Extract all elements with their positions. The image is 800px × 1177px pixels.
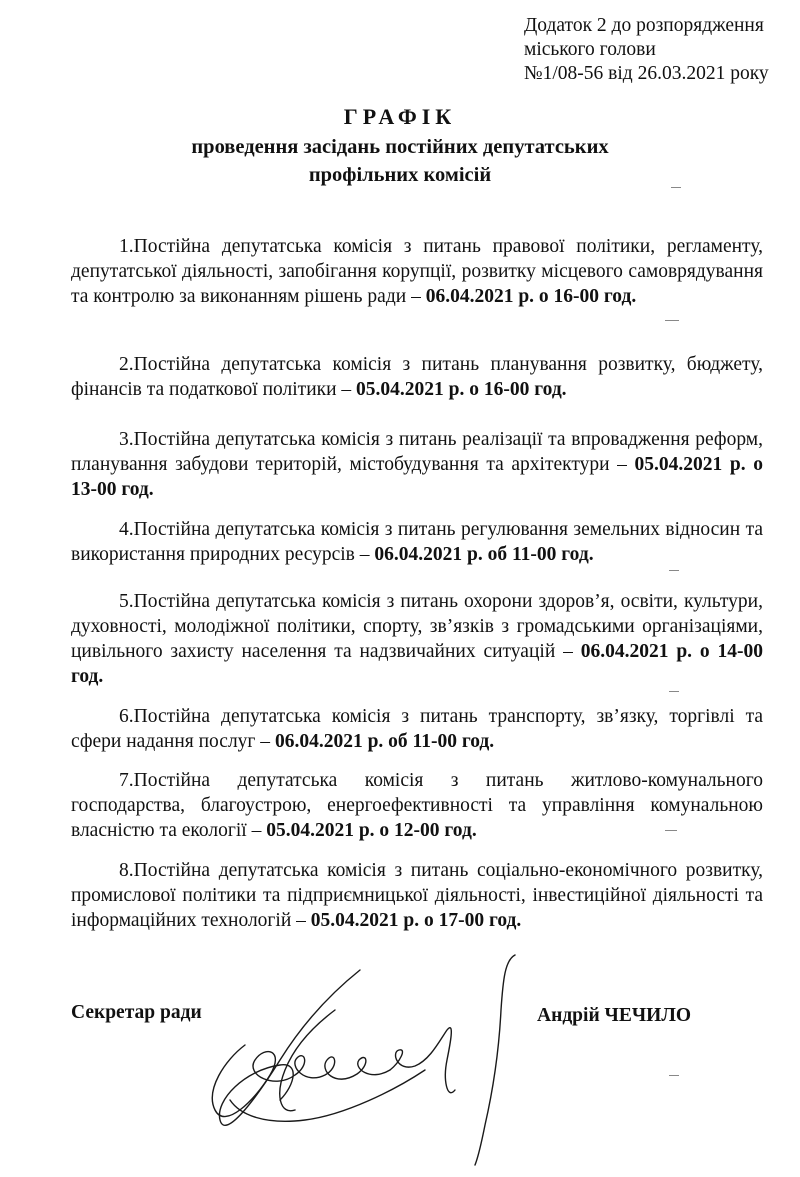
commission-text: 5.Постійна депутатська комісія з питань охорони здоров’я, освіти, культури, духовності, молодіжної політики, спорту, зв’язків з громадськими організаціями, цивільного захисту населення та надзвичайних ситуацій – <box>71 591 763 662</box>
commission-paragraph-1 <box>71 234 763 309</box>
scan-mark <box>669 691 679 692</box>
annex-line-2: міського голови <box>524 39 656 60</box>
subtitle-line-2: профільних комісій <box>308 164 492 186</box>
commission-deadline: 05.04.2021 р. о 12-00 год. <box>266 820 477 841</box>
scan-mark <box>669 570 679 571</box>
commission-deadline: 05.04.2021 р. о 16-00 год. <box>356 379 567 400</box>
commission-deadline: 05.04.2021 р. о 13-00 год. <box>71 454 763 500</box>
document-subtitle <box>0 133 800 189</box>
annex-note <box>524 14 794 86</box>
commission-paragraph-6 <box>71 704 763 754</box>
commission-text: 1.Постійна депутатська комісія з питань правової політики, регламенту, депутатської діяльності, запобігання корупції, розвитку місцевого самоврядування та контролю за виконанням рішень ради – <box>71 236 763 307</box>
commission-paragraph-5 <box>71 589 763 689</box>
commission-deadline: 05.04.2021 р. о 17-00 год. <box>310 910 522 931</box>
scan-mark <box>665 830 677 831</box>
annex-line-1: Додаток 2 до розпорядження <box>524 15 764 36</box>
commission-deadline: 06.04.2021 р. об 11-00 год. <box>374 544 594 565</box>
commission-deadline: 06.04.2021 р. о 14-00 год. <box>71 641 764 687</box>
commission-paragraph-4 <box>71 517 763 567</box>
scan-mark <box>665 320 679 321</box>
handwritten-signature <box>185 950 545 1177</box>
subtitle-line-1: проведення засідань постійних депутатських <box>191 136 609 158</box>
commission-paragraph-8 <box>71 858 763 933</box>
commission-text: 3.Постійна депутатська комісія з питань реалізації та впровадження реформ, планування забудови територій, містобудування та архітектури – <box>71 429 763 475</box>
commission-paragraph-7 <box>71 768 763 843</box>
scan-mark <box>671 187 681 188</box>
commission-text: 8.Постійна депутатська комісія з питань соціально-економічного розвитку, промислової політики та підприємницької діяльності, інвестиційної діяльності та інформаційних технологій – <box>71 860 763 931</box>
commission-deadline: 06.04.2021 р. о 16-00 год. <box>425 286 637 307</box>
commission-text: 2.Постійна депутатська комісія з питань планування розвитку, бюджету, фінансів та податкової політики – <box>71 354 763 400</box>
document-title: ГРАФІК <box>343 104 457 129</box>
secretary-title: Секретар ради <box>71 1002 202 1023</box>
annex-line-3: №1/08-56 від 26.03.2021 року <box>524 63 769 84</box>
commission-paragraph-3 <box>71 427 763 502</box>
commission-text: 4.Постійна депутатська комісія з питань регулювання земельних відносин та використання природних ресурсів – <box>71 519 763 565</box>
commission-text: 6.Постійна депутатська комісія з питань транспорту, зв’язку, торгівлі та сфери надання послуг – <box>71 706 763 752</box>
commission-paragraph-2 <box>71 352 763 402</box>
scan-mark <box>669 1075 679 1076</box>
commission-deadline: 06.04.2021 р. об 11-00 год. <box>274 731 495 752</box>
commission-text: 7.Постійна депутатська комісія з питань житлово-комунального господарства, благоустрою, енергоефективності та управління комунальною власністю та екології – <box>71 770 763 841</box>
signatory-name: Андрій ЧЕЧИЛО <box>537 1005 692 1026</box>
